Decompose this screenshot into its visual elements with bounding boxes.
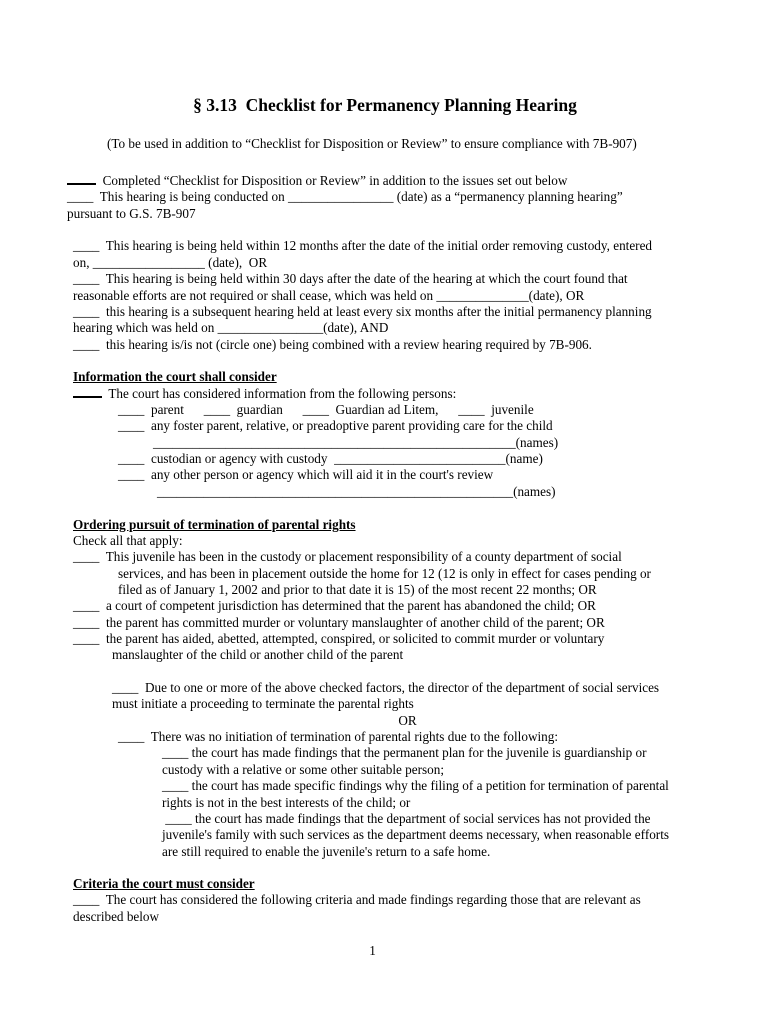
tpr-line: ____ the court has made findings that the permanent plan for the juvenile is guardianship or	[162, 745, 647, 760]
tpr-line: custody with a relative or some other suitable person;	[162, 762, 444, 777]
info-line: _______________________________________________________(names)	[153, 435, 559, 450]
timing-line: reasonable efforts are not required or shall cease, which was held on ______________(date), OR	[73, 288, 585, 303]
tpr-line: services, and has been in placement outside the home for 12 (12 is only in effect for cases pending or	[118, 566, 651, 581]
subtitle: (To be used in addition to “Checklist for Disposition or Review” to ensure compliance with 7B-907)	[107, 136, 637, 151]
info-line: ____ any foster parent, relative, or preadoptive parent providing care for the child	[118, 418, 553, 433]
tpr-line: are still required to enable the juvenile's return to a safe home.	[162, 844, 491, 859]
tpr-line: manslaughter of the child or another child of the parent	[112, 647, 404, 662]
timing-line: ____ this hearing is/is not (circle one) being combined with a review hearing required by 7B-906.	[73, 337, 592, 352]
checkbox-blank	[67, 173, 96, 185]
timing-line: ____ This hearing is being held within 30 days after the date of the hearing at which the court found that	[73, 271, 628, 286]
tpr-line: Check all that apply:	[73, 533, 183, 548]
timing-line: ____ this hearing is a subsequent hearing held at least every six months after the initial permanency planning	[73, 304, 652, 319]
section-heading-termination: Ordering pursuit of termination of parental rights	[73, 517, 356, 532]
timing-line: hearing which was held on ________________(date), AND	[73, 320, 389, 335]
page-title: § 3.13 Checklist for Permanency Planning Hearing	[193, 95, 577, 115]
criteria-line: ____ The court has considered the following criteria and made findings regarding those that are relevant as	[73, 892, 641, 907]
info-line: ____ custodian or agency with custody __________________________(name)	[118, 451, 543, 466]
tpr-line: ____ the court has made findings that the department of social services has not provided the	[162, 811, 651, 826]
tpr-line: ____ Due to one or more of the above checked factors, the director of the department of social services	[112, 680, 660, 695]
criteria-line: described below	[73, 909, 160, 924]
info-line	[73, 386, 456, 402]
tpr-line: ____ the parent has committed murder or voluntary manslaughter of another child of the parent; OR	[73, 615, 605, 630]
tpr-line: ____ the court has made specific findings why the filing of a petition for termination of parental	[162, 778, 669, 793]
tpr-line: ____ a court of competent jurisdiction has determined that the parent has abandoned the child; OR	[73, 598, 596, 613]
info-line: ____ parent ____ guardian ____ Guardian ad Litem, ____ juvenile	[118, 402, 534, 417]
section-heading-information: Information the court shall consider	[73, 369, 277, 384]
intro-line: pursuant to G.S. 7B-907	[67, 206, 196, 221]
timing-line: ____ This hearing is being held within 12 months after the date of the initial order removing custody, entered	[73, 238, 653, 253]
intro-line: ____ This hearing is being conducted on ________________ (date) as a “permanency planning hearing”	[67, 189, 623, 204]
tpr-line: rights is not in the best interests of the child; or	[162, 795, 411, 810]
tpr-line: ____ There was no initiation of termination of parental rights due to the following:	[118, 729, 558, 744]
info-line: ____ any other person or agency which will aid it in the court's review	[118, 467, 494, 482]
info-line: ______________________________________________________(names)	[157, 484, 556, 499]
tpr-line: ____ This juvenile has been in the custody or placement responsibility of a county department of social	[73, 549, 622, 564]
completed-checklist-line	[67, 173, 567, 189]
section-heading-criteria: Criteria the court must consider	[73, 876, 255, 891]
checkbox-blank	[73, 386, 102, 398]
tpr-line: ____ the parent has aided, abetted, attempted, conspired, or solicited to commit murder or voluntary	[73, 631, 605, 646]
tpr-line: filed as of January 1, 2002 and prior to that date it is 15) of the most recent 22 months; OR	[118, 582, 597, 597]
page-number: 1	[369, 943, 376, 958]
tpr-or-line: OR	[398, 713, 417, 728]
timing-line: on, _________________ (date), OR	[73, 255, 268, 270]
tpr-line: juvenile's family with such services as the department deems necessary, when reasonable efforts	[162, 827, 669, 842]
tpr-line: must initiate a proceeding to terminate the parental rights	[112, 696, 414, 711]
completed-checklist-text: Completed “Checklist for Disposition or Review” in addition to the issues set out below	[102, 173, 568, 188]
info-line-text: The court has considered information from the following persons:	[108, 386, 457, 401]
